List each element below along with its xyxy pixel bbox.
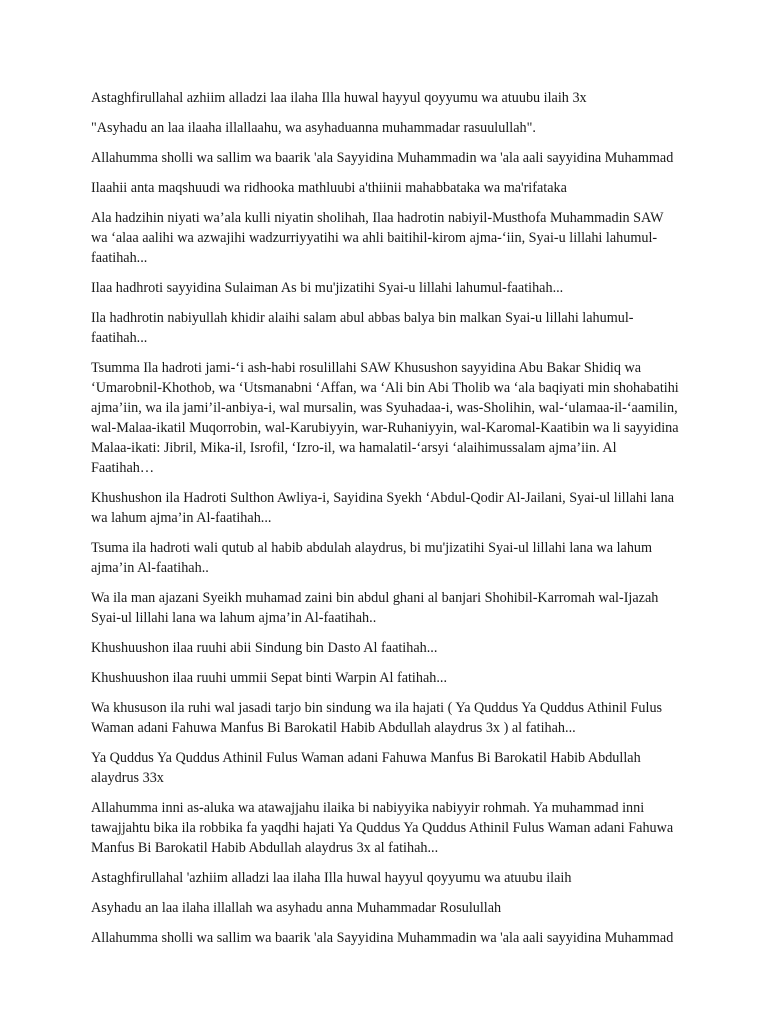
paragraph-ashhab: Tsumma Ila hadroti jami-‘i ash-habi rosulillahi SAW Khusushon sayyidina Abu Bakar Shidiq wa ‘Umarobnil-Khothob, wa ‘Utsmanabni ‘Affan, wa ‘Ali bin Abi Tholib wa ‘ala baqiyati min shohabatihi ajma’iin, wa ila jami’il-anbiya-i, wal mursalin, was Syuhadaa-i, was-Sholihin, wal-‘ulamaa-il-‘aamilin, wal-Malaa-ikatil Muqorrobin, wal-Karubiyyin, war-Ruhaniyyin, wal-Karomal-Kaatibin wa li sayyidina Malaa-ikati: Jibril, Mika-il, Isrofil, ‘Izro-il, wa hamalatil-‘arsyi ‘alaihimussalam ajma’iin. Al Faatihah… bbox=[91, 360, 679, 476]
paragraph-khususon: Wa khususon ila ruhi wal jasadi tarjo bin sindung wa ila hajati ( Ya Quddus Ya Quddus Athinil Fulus Waman adani Fahuwa Manfus Bi Barokatil Habib Abdullah alaydrus 3x ) al fatihah... bbox=[91, 700, 663, 736]
paragraph-ummii: Khushuushon ilaa ruuhi ummii Sepat binti Warpin Al fatihah... bbox=[91, 670, 448, 686]
paragraph-syahadat: "Asyhadu an laa ilaaha illallaahu, wa asyhaduanna muhammadar rasuulullah". bbox=[91, 120, 536, 136]
paragraph-abii: Khushuushon ilaa ruuhi abii Sindung bin Dasto Al faatihah... bbox=[91, 640, 438, 656]
paragraph-sulaiman: Ilaa hadhroti sayyidina Sulaiman As bi mu'jizatihi Syai-u lillahi lahumul-faatihah... bbox=[91, 280, 564, 296]
paragraph-khidir: Ila hadhrotin nabiyullah khidir alaihi salam abul abbas balya bin malkan Syai-u lillahi lahumul-faatihah... bbox=[91, 310, 634, 346]
paragraph-sholawat-closing: Allahumma sholli wa sallim wa baarik 'ala Sayyidina Muhammadin wa 'ala aali sayyidina Muhammad bbox=[91, 930, 674, 946]
paragraph-istighfar: Astaghfirullahal azhiim alladzi laa ilaha Illa huwal hayyul qoyyumu wa atuubu ilaih 3x bbox=[91, 90, 587, 106]
paragraph-tawassul: Allahumma inni as-aluka wa atawajjahu ilaika bi nabiyyika nabiyyir rohmah. Ya muhammad inni tawajjahtu bika ila robbika fa yaqdhi hajati Ya Quddus Ya Quddus Athinil Fulus Waman adani Fahuwa Manfus Bi Barokatil Habib Abdullah alaydrus 3x al fatihah... bbox=[91, 800, 674, 856]
paragraph-istighfar-closing: Astaghfirullahal 'azhiim alladzi laa ilaha Illa huwal hayyul qoyyumu wa atuubu ilaih bbox=[91, 870, 572, 886]
paragraph-wali-qutub: Tsuma ila hadroti wali qutub al habib abdulah alaydrus, bi mu'jizatihi Syai-ul lillahi lana wa lahum ajma’in Al-faatihah.. bbox=[91, 540, 653, 576]
paragraph-syahadat-closing: Asyhadu an laa ilaha illallah wa asyhadu anna Muhammadar Rosulullah bbox=[91, 900, 502, 916]
paragraph-awliya: Khushushon ila Hadroti Sulthon Awliya-i, Sayidina Syekh ‘Abdul-Qodir Al-Jailani, Syai-ul lillahi lana wa lahum ajma’in Al-faatihah... bbox=[91, 490, 675, 526]
paragraph-ilaahii: Ilaahii anta maqshuudi wa ridhooka mathluubi a'thiinii mahabbataka wa ma'rifataka bbox=[91, 180, 567, 196]
paragraph-ijazah: Wa ila man ajazani Syeikh muhamad zaini bin abdul ghani al banjari Shohibil-Karromah wal-Ijazah Syai-ul lillahi lana wa lahum ajma’in Al-faatihah.. bbox=[91, 590, 659, 626]
paragraph-ya-quddus: Ya Quddus Ya Quddus Athinil Fulus Waman adani Fahuwa Manfus Bi Barokatil Habib Abdullah alaydrus 33x bbox=[91, 750, 641, 786]
paragraph-niyat: Ala hadzihin niyati wa’ala kulli niyatin sholihah, Ilaa hadrotin nabiyil-Musthofa Muhammadin SAW wa ‘alaa aalihi wa azwajihi wadzurriyyatihi wa ahli baitihil-kirom ajma-‘iin, Syai-u lillahi lahumul-faatihah... bbox=[91, 210, 664, 266]
paragraph-sholawat: Allahumma sholli wa sallim wa baarik 'ala Sayyidina Muhammadin wa 'ala aali sayyidina Muhammad bbox=[91, 150, 674, 166]
document-page bbox=[91, 88, 681, 958]
